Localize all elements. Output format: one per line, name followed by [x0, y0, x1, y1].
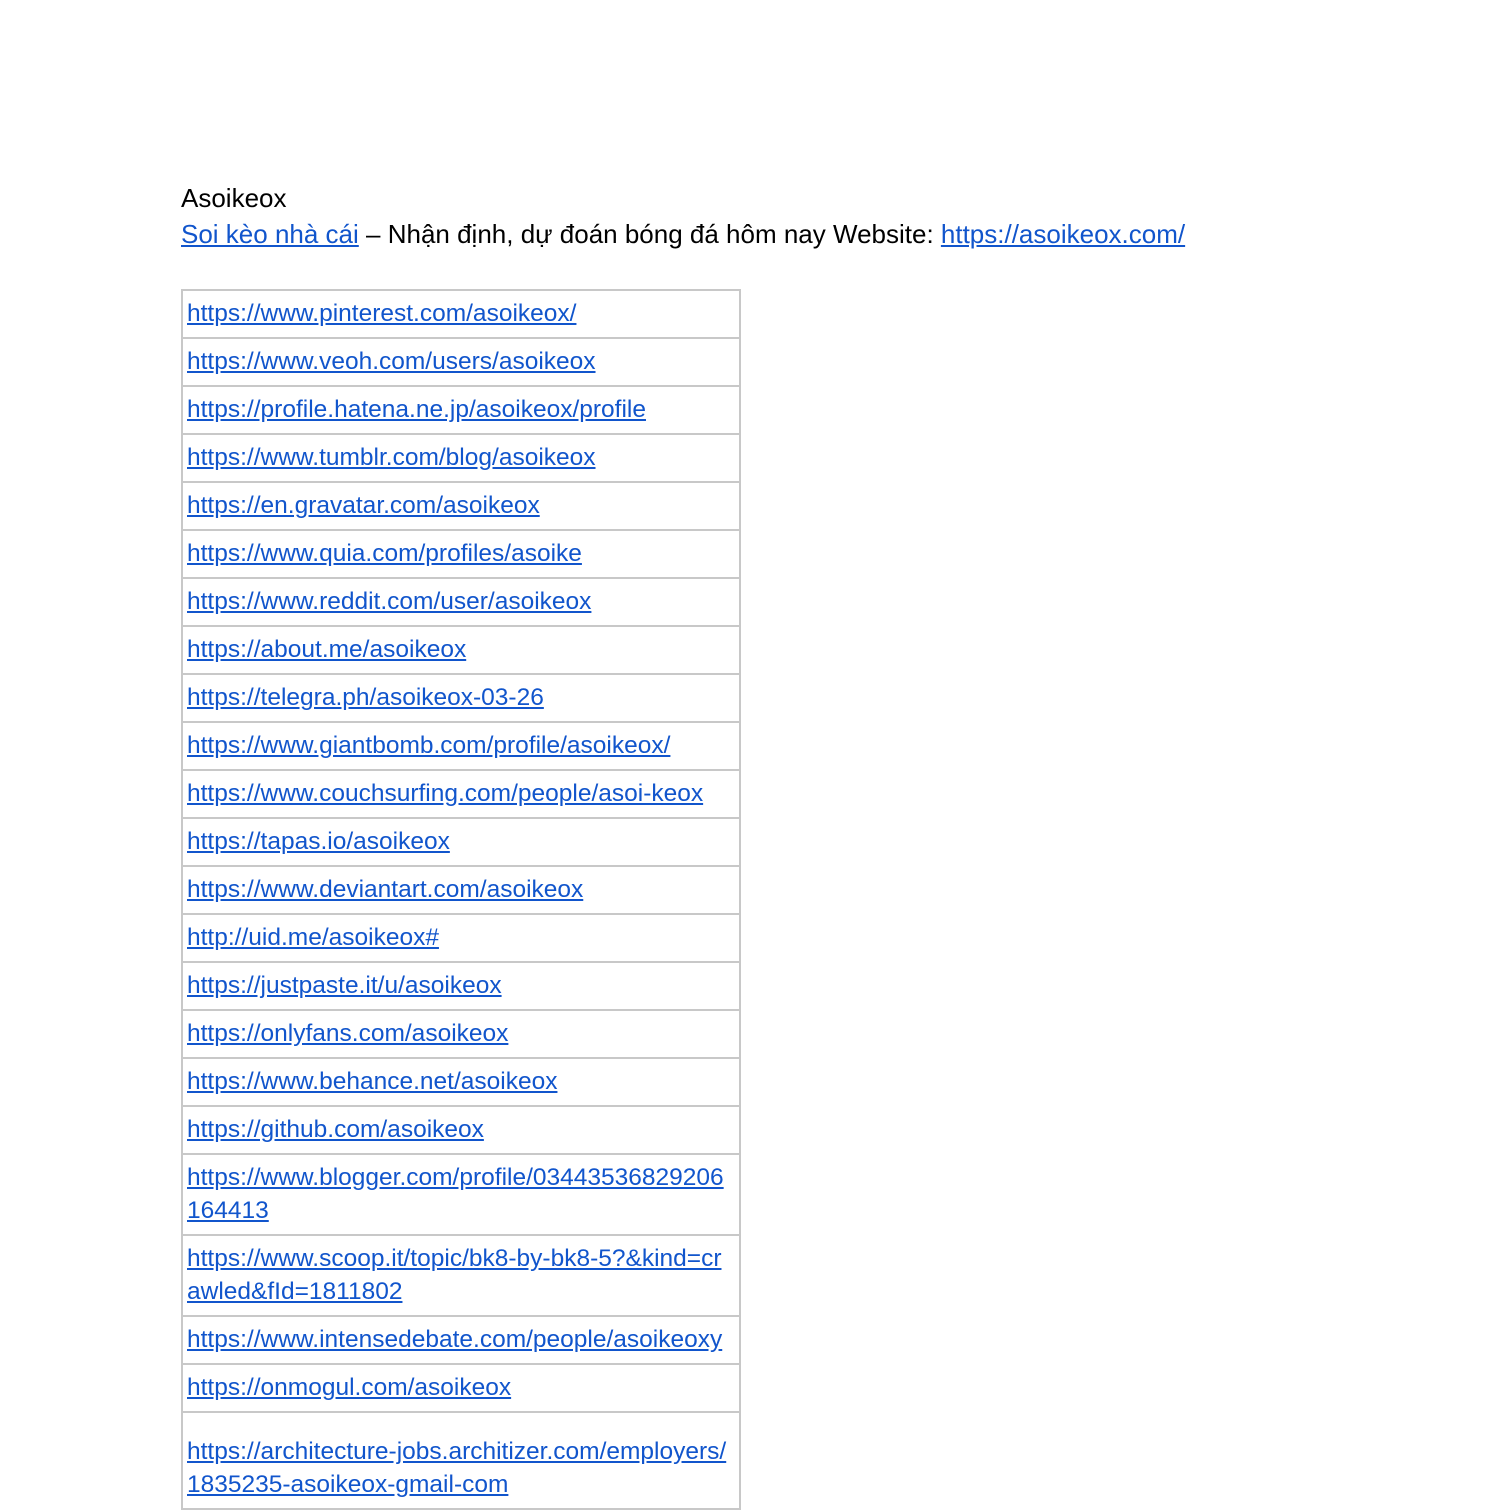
table-row	[182, 818, 740, 866]
profile-link[interactable]: https://www.reddit.com/user/asoikeox	[187, 588, 592, 615]
table-cell	[182, 1106, 740, 1154]
profile-link[interactable]: https://profile.hatena.ne.jp/asoikeox/profile	[187, 396, 646, 423]
profile-link[interactable]: http://uid.me/asoikeox#	[187, 924, 439, 951]
tagline	[181, 216, 1381, 252]
table-cell	[182, 1154, 740, 1235]
profile-link[interactable]: https://telegra.ph/asoikeox-03-26	[187, 684, 544, 711]
profile-link[interactable]: https://architecture-jobs.architizer.com/employers/1835235-asoikeox-gmail-com	[187, 1438, 727, 1498]
table-row	[182, 1010, 740, 1058]
table-row	[182, 1364, 740, 1412]
table-cell	[182, 338, 740, 386]
table-row	[182, 1058, 740, 1106]
document-page	[181, 180, 1381, 1498]
table-row	[182, 914, 740, 962]
table-cell	[182, 770, 740, 818]
table-cell	[182, 1058, 740, 1106]
table-row	[182, 338, 740, 386]
profile-link[interactable]: https://www.veoh.com/users/asoikeox	[187, 348, 596, 375]
table-row	[182, 434, 740, 482]
table-row	[182, 1154, 740, 1235]
table-row	[182, 530, 740, 578]
document-title: Asoikeox	[181, 183, 287, 213]
website-link[interactable]: https://asoikeox.com/	[940, 219, 1186, 249]
table-cell	[182, 530, 740, 578]
profile-link[interactable]: https://en.gravatar.com/asoikeox	[187, 492, 540, 519]
table-cell	[182, 1235, 740, 1316]
table-cell	[182, 866, 740, 914]
profile-link[interactable]: https://onlyfans.com/asoikeox	[187, 1020, 509, 1047]
table-row	[182, 290, 740, 338]
table-cell	[182, 578, 740, 626]
profile-link[interactable]: https://www.behance.net/asoikeox	[187, 1068, 558, 1095]
table-row	[182, 1106, 740, 1154]
profile-link[interactable]: https://onmogul.com/asoikeox	[187, 1374, 512, 1401]
table-cell	[182, 434, 740, 482]
table-row	[182, 722, 740, 770]
profile-link[interactable]: https://about.me/asoikeox	[187, 636, 467, 663]
table-cell	[182, 722, 740, 770]
links-table	[181, 289, 741, 1510]
profile-link[interactable]: https://www.intensedebate.com/people/asoikeoxy	[187, 1326, 723, 1353]
profile-link[interactable]: https://www.pinterest.com/asoikeox/	[187, 300, 577, 327]
table-cell	[182, 914, 740, 962]
table-row	[182, 482, 740, 530]
profile-link[interactable]: https://tapas.io/asoikeox	[187, 828, 450, 855]
table-row	[182, 626, 740, 674]
table-row	[182, 770, 740, 818]
table-row	[182, 674, 740, 722]
profile-link[interactable]: https://justpaste.it/u/asoikeox	[187, 972, 502, 999]
table-cell	[182, 626, 740, 674]
table-cell	[182, 290, 740, 338]
table-row	[182, 1412, 740, 1509]
profile-link[interactable]: https://www.giantbomb.com/profile/asoikeox/	[187, 732, 671, 759]
profile-link[interactable]: https://github.com/asoikeox	[187, 1116, 484, 1143]
table-cell	[182, 818, 740, 866]
profile-link[interactable]: https://www.tumblr.com/blog/asoikeox	[187, 444, 596, 471]
profile-link[interactable]: https://www.couchsurfing.com/people/asoi-keox	[187, 780, 704, 807]
table-cell	[182, 1010, 740, 1058]
table-cell	[182, 674, 740, 722]
profile-link[interactable]: https://www.deviantart.com/asoikeox	[187, 876, 584, 903]
soi-keo-link[interactable]: Soi kèo nhà cái	[181, 219, 359, 249]
table-cell	[182, 962, 740, 1010]
table-row	[182, 1316, 740, 1364]
profile-link[interactable]: https://www.scoop.it/topic/bk8-by-bk8-5?&kind=crawled&fId=1811802	[187, 1245, 722, 1305]
table-cell	[182, 386, 740, 434]
profile-link[interactable]: https://www.quia.com/profiles/asoike	[187, 540, 582, 567]
table-row	[182, 386, 740, 434]
table-cell	[182, 1316, 740, 1364]
table-row	[182, 578, 740, 626]
profile-link[interactable]: https://www.blogger.com/profile/03443536829206164413	[187, 1164, 724, 1224]
table-cell	[182, 482, 740, 530]
table-row	[182, 962, 740, 1010]
table-cell	[182, 1364, 740, 1412]
tagline-text: – Nhận định, dự đoán bóng đá hôm nay Website:	[358, 219, 941, 249]
table-row	[182, 866, 740, 914]
table-row	[182, 1235, 740, 1316]
table-cell	[182, 1412, 740, 1509]
